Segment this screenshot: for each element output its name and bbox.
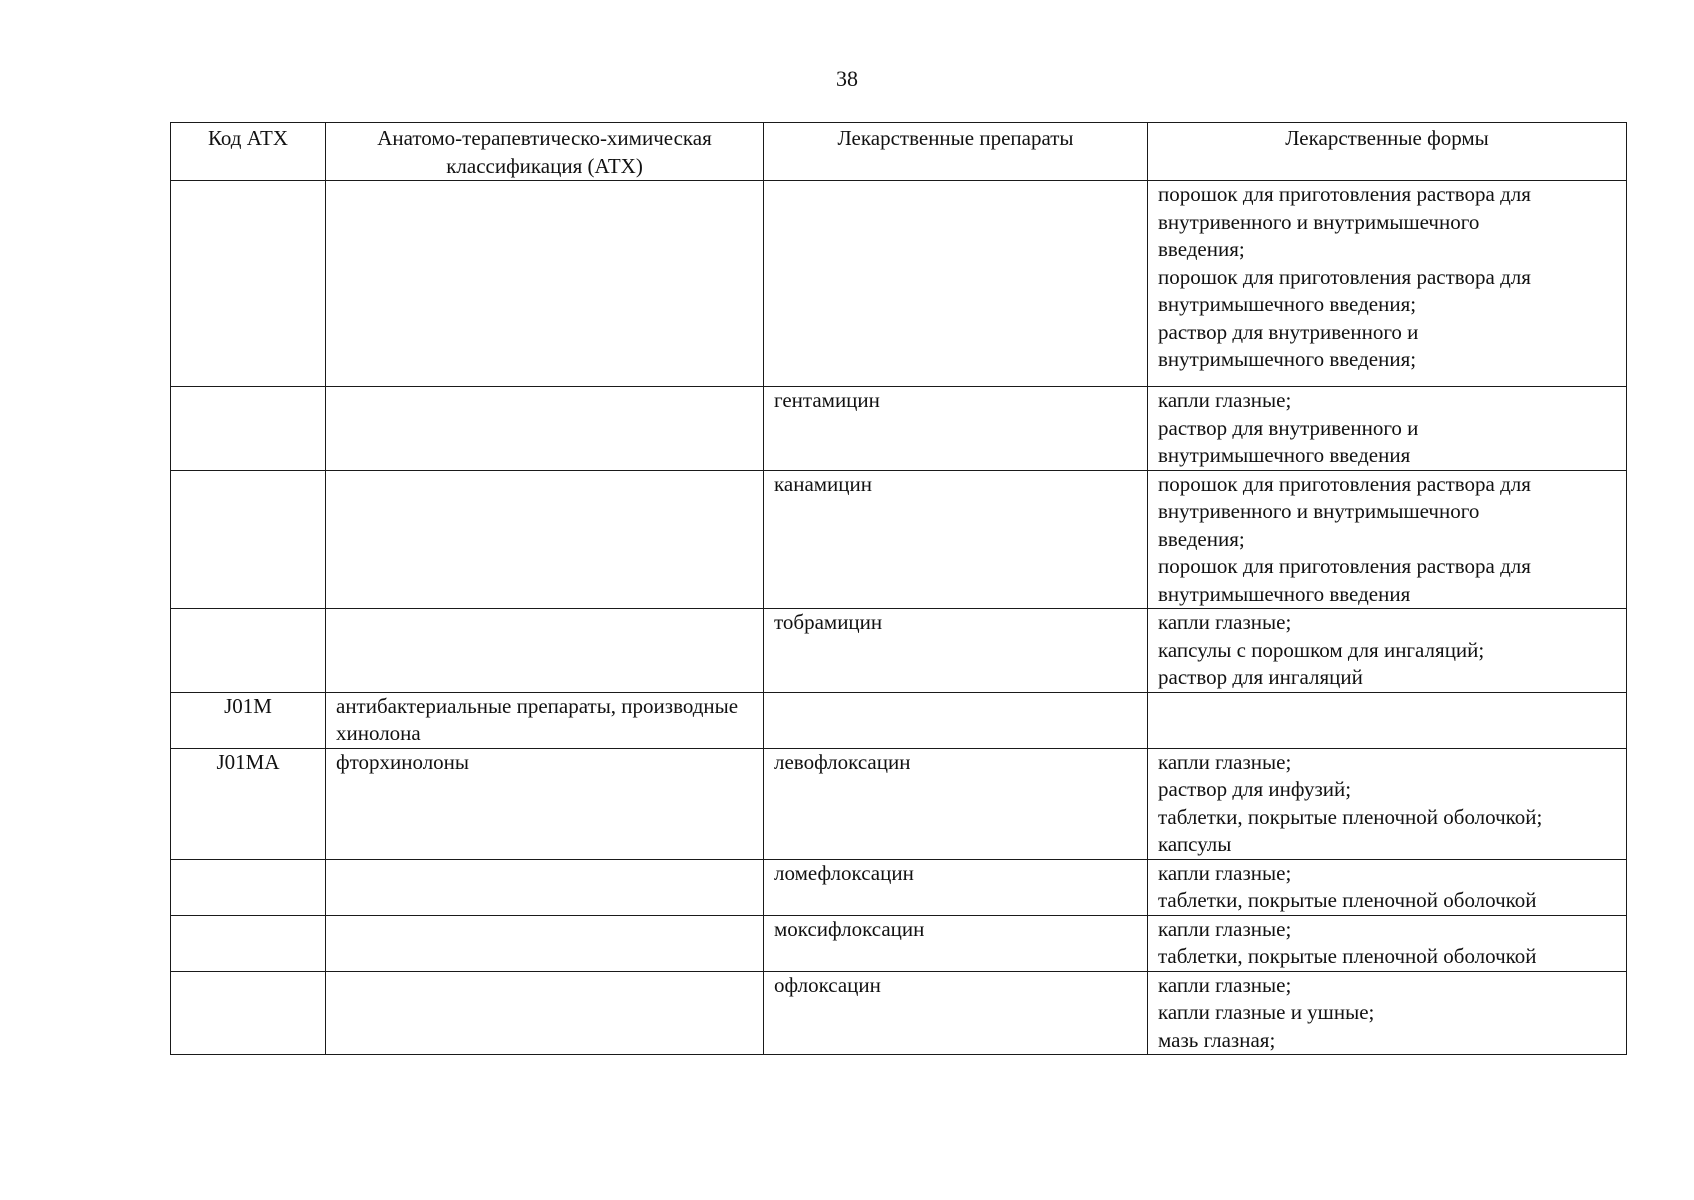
cell-atc-classification <box>326 859 764 915</box>
cell-drug: офлоксацин <box>764 971 1148 1055</box>
dosage-form-line: порошок для приготовления раствора для <box>1158 264 1531 289</box>
cell-dosage-forms <box>1148 915 1627 971</box>
cell-dosage-forms <box>1148 470 1627 609</box>
cell-atc-classification <box>326 915 764 971</box>
table-body <box>171 181 1627 1055</box>
cell-dosage-forms <box>1148 181 1627 387</box>
cell-dosage-forms <box>1148 971 1627 1055</box>
table-row <box>171 748 1627 859</box>
cell-drug: левофлоксацин <box>764 748 1148 859</box>
dosage-form-line: внутримышечного введения; <box>1158 292 1417 316</box>
cell-atc-code <box>171 470 326 609</box>
cell-atc-code <box>171 181 326 387</box>
cell-atc-code <box>171 609 326 693</box>
cell-drug: канамицин <box>764 470 1148 609</box>
dosage-form-line: таблетки, покрытые пленочной оболочкой <box>1158 888 1537 912</box>
cell-dosage-forms <box>1148 748 1627 859</box>
page-number: 38 <box>836 66 858 91</box>
dosage-form-line: порошок для приготовления раствора для <box>1158 554 1531 578</box>
dosage-form-line: капли глазные; <box>1158 749 1292 774</box>
cell-atc-code: J01MA <box>171 748 326 859</box>
dosage-form-line: капсулы с порошком для ингаляций; <box>1158 637 1485 662</box>
header-atc-code: Код АТХ <box>171 123 326 181</box>
cell-atc-code <box>171 971 326 1055</box>
cell-drug: гентамицин <box>764 387 1148 471</box>
dosage-form-line: порошок для приготовления раствора для <box>1158 471 1531 496</box>
dosage-form-line: таблетки, покрытые пленочной оболочкой <box>1158 944 1537 968</box>
table-row <box>171 470 1627 609</box>
dosage-form-line: внутривенного и внутримышечного <box>1158 209 1480 234</box>
cell-atc-classification <box>326 609 764 693</box>
cell-drug: ломефлоксацин <box>764 859 1148 915</box>
cell-drug: тобрамицин <box>764 609 1148 693</box>
table-header-row <box>171 123 1627 181</box>
cell-atc-classification <box>326 387 764 471</box>
atc-table <box>170 122 1627 1055</box>
cell-atc-code <box>171 387 326 471</box>
dosage-form-line: внутримышечного введения; <box>1158 347 1417 371</box>
cell-atc-classification: антибактериальные препараты, производные хинолона <box>326 692 764 748</box>
table-row <box>171 609 1627 693</box>
table-row <box>171 181 1627 387</box>
dosage-form-line: раствор для внутривенного и <box>1158 319 1419 344</box>
dosage-form-line: внутримышечного введения <box>1158 581 1411 606</box>
cell-atc-classification <box>326 181 764 387</box>
cell-drug <box>764 181 1148 387</box>
dosage-form-line: таблетки, покрытые пленочной оболочкой; <box>1158 804 1543 829</box>
dosage-form-line: капли глазные; <box>1158 388 1292 412</box>
dosage-form-line: мазь глазная; <box>1158 1027 1276 1052</box>
cell-atc-code <box>171 859 326 915</box>
dosage-form-line: капли глазные; <box>1158 916 1292 941</box>
dosage-form-line: капли глазные; <box>1158 610 1292 634</box>
table-row <box>171 915 1627 971</box>
cell-dosage-forms <box>1148 692 1627 748</box>
dosage-form-line: капли глазные; <box>1158 860 1292 885</box>
dosage-form-line: капсулы <box>1158 832 1232 856</box>
header-drugs: Лекарственные препараты <box>764 123 1148 181</box>
dosage-form-line: раствор для инфузий; <box>1158 777 1352 801</box>
header-dosage-forms: Лекарственные формы <box>1148 123 1627 181</box>
cell-dosage-forms <box>1148 859 1627 915</box>
dosage-form-line: раствор для внутривенного и <box>1158 415 1419 440</box>
cell-atc-code: J01M <box>171 692 326 748</box>
table-row <box>171 971 1627 1055</box>
dosage-form-line: порошок для приготовления раствора для <box>1158 182 1531 206</box>
dosage-form-line: введения; <box>1158 237 1245 261</box>
dosage-form-line: введения; <box>1158 526 1245 551</box>
dosage-form-line: раствор для ингаляций <box>1158 665 1363 689</box>
dosage-form-line: внутривенного и внутримышечного <box>1158 499 1480 523</box>
cell-atc-classification <box>326 971 764 1055</box>
table-row <box>171 859 1627 915</box>
cell-drug: моксифлоксацин <box>764 915 1148 971</box>
cell-atc-classification: фторхинолоны <box>326 748 764 859</box>
table-row <box>171 692 1627 748</box>
cell-dosage-forms <box>1148 387 1627 471</box>
dosage-form-line: внутримышечного введения <box>1158 443 1411 467</box>
cell-drug <box>764 692 1148 748</box>
cell-dosage-forms <box>1148 609 1627 693</box>
cell-atc-code <box>171 915 326 971</box>
cell-atc-classification <box>326 470 764 609</box>
header-atc-classification: Анатомо-терапевтическо-химическая классификация (АТХ) <box>326 123 764 181</box>
table-row <box>171 387 1627 471</box>
dosage-form-line: капли глазные; <box>1158 972 1292 997</box>
dosage-form-line: капли глазные и ушные; <box>1158 1000 1375 1024</box>
